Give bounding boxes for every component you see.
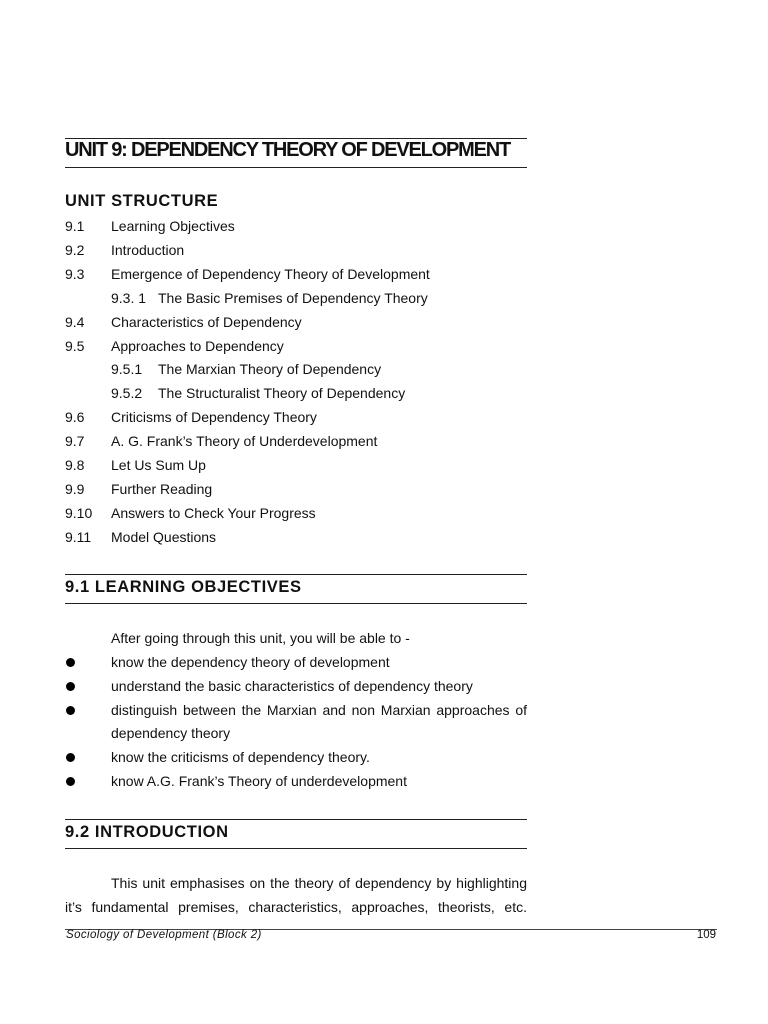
toc-text: Characteristics of Dependency <box>111 314 302 330</box>
page-number: 109 <box>696 929 716 941</box>
toc-text: Introduction <box>111 242 185 258</box>
bullet-dot <box>66 658 75 667</box>
objective-item-continuation: dependency theory <box>111 725 231 741</box>
learning-objectives-heading: 9.1 LEARNING OBJECTIVES <box>65 578 302 596</box>
toc-number: 9.3. 1 <box>111 290 147 306</box>
toc-number: 9.8 <box>65 457 85 473</box>
objective-item: understand the basic characteristics of dependency theory <box>111 678 473 694</box>
unit-title: UNIT 9: DEPENDENCY THEORY OF DEVELOPMENT <box>65 139 511 161</box>
toc-number: 9.9 <box>65 481 85 497</box>
section-rule-bottom <box>65 603 527 604</box>
toc-number: 9.11 <box>65 529 92 545</box>
introduction-heading: 9.2 INTRODUCTION <box>65 823 229 841</box>
toc-number: 9.7 <box>65 433 85 449</box>
bullet-dot <box>66 682 75 691</box>
toc-text: Learning Objectives <box>111 218 235 234</box>
section-rule-bottom <box>65 848 527 849</box>
introduction-paragraph-line: it’s fundamental premises, characteristics, approaches, theorists, etc. <box>65 899 527 915</box>
objective-item: know the dependency theory of development <box>111 654 390 670</box>
toc-number: 9.2 <box>65 242 85 258</box>
toc-text: The Basic Premises of Dependency Theory <box>158 290 428 306</box>
toc-number: 9.4 <box>65 314 85 330</box>
toc-number: 9.5.1 <box>111 361 143 377</box>
toc-text: Emergence of Dependency Theory of Development <box>111 266 430 282</box>
unit-structure-heading: UNIT STRUCTURE <box>65 192 219 210</box>
toc-text: The Marxian Theory of Dependency <box>158 361 382 377</box>
toc-text: Criticisms of Dependency Theory <box>111 409 317 425</box>
toc-text: The Structuralist Theory of Dependency <box>158 385 406 401</box>
toc-number: 9.5 <box>65 338 85 354</box>
objective-item: know the criticisms of dependency theory. <box>111 749 370 765</box>
toc-number: 9.5.2 <box>111 385 143 401</box>
section-rule-top <box>65 819 527 820</box>
toc-text: A. G. Frank’s Theory of Underdevelopment <box>111 433 378 449</box>
footer-book-title: Sociology of Development (Block 2) <box>66 929 262 941</box>
toc-text: Further Reading <box>111 481 213 497</box>
bullet-dot <box>66 777 75 786</box>
bullet-dot <box>66 706 75 715</box>
toc-number: 9.10 <box>65 505 93 521</box>
objective-item: know A.G. Frank’s Theory of underdevelopment <box>111 773 407 789</box>
toc-number: 9.6 <box>65 409 85 425</box>
toc-text: Model Questions <box>111 529 217 545</box>
section-rule-top <box>65 574 527 575</box>
toc-text: Let Us Sum Up <box>111 457 206 473</box>
toc-number: 9.1 <box>65 218 85 234</box>
objective-item: distinguish between the Marxian and non Marxian approaches of <box>111 702 527 718</box>
toc-number: 9.3 <box>65 266 85 282</box>
title-rule-bottom <box>65 167 527 168</box>
objectives-intro: After going through this unit, you will be able to - <box>111 630 410 646</box>
introduction-paragraph-line: This unit emphasises on the theory of dependency by highlighting <box>111 875 527 891</box>
toc-text: Answers to Check Your Progress <box>111 505 316 521</box>
toc-text: Approaches to Dependency <box>111 338 284 354</box>
bullet-dot <box>66 753 75 762</box>
